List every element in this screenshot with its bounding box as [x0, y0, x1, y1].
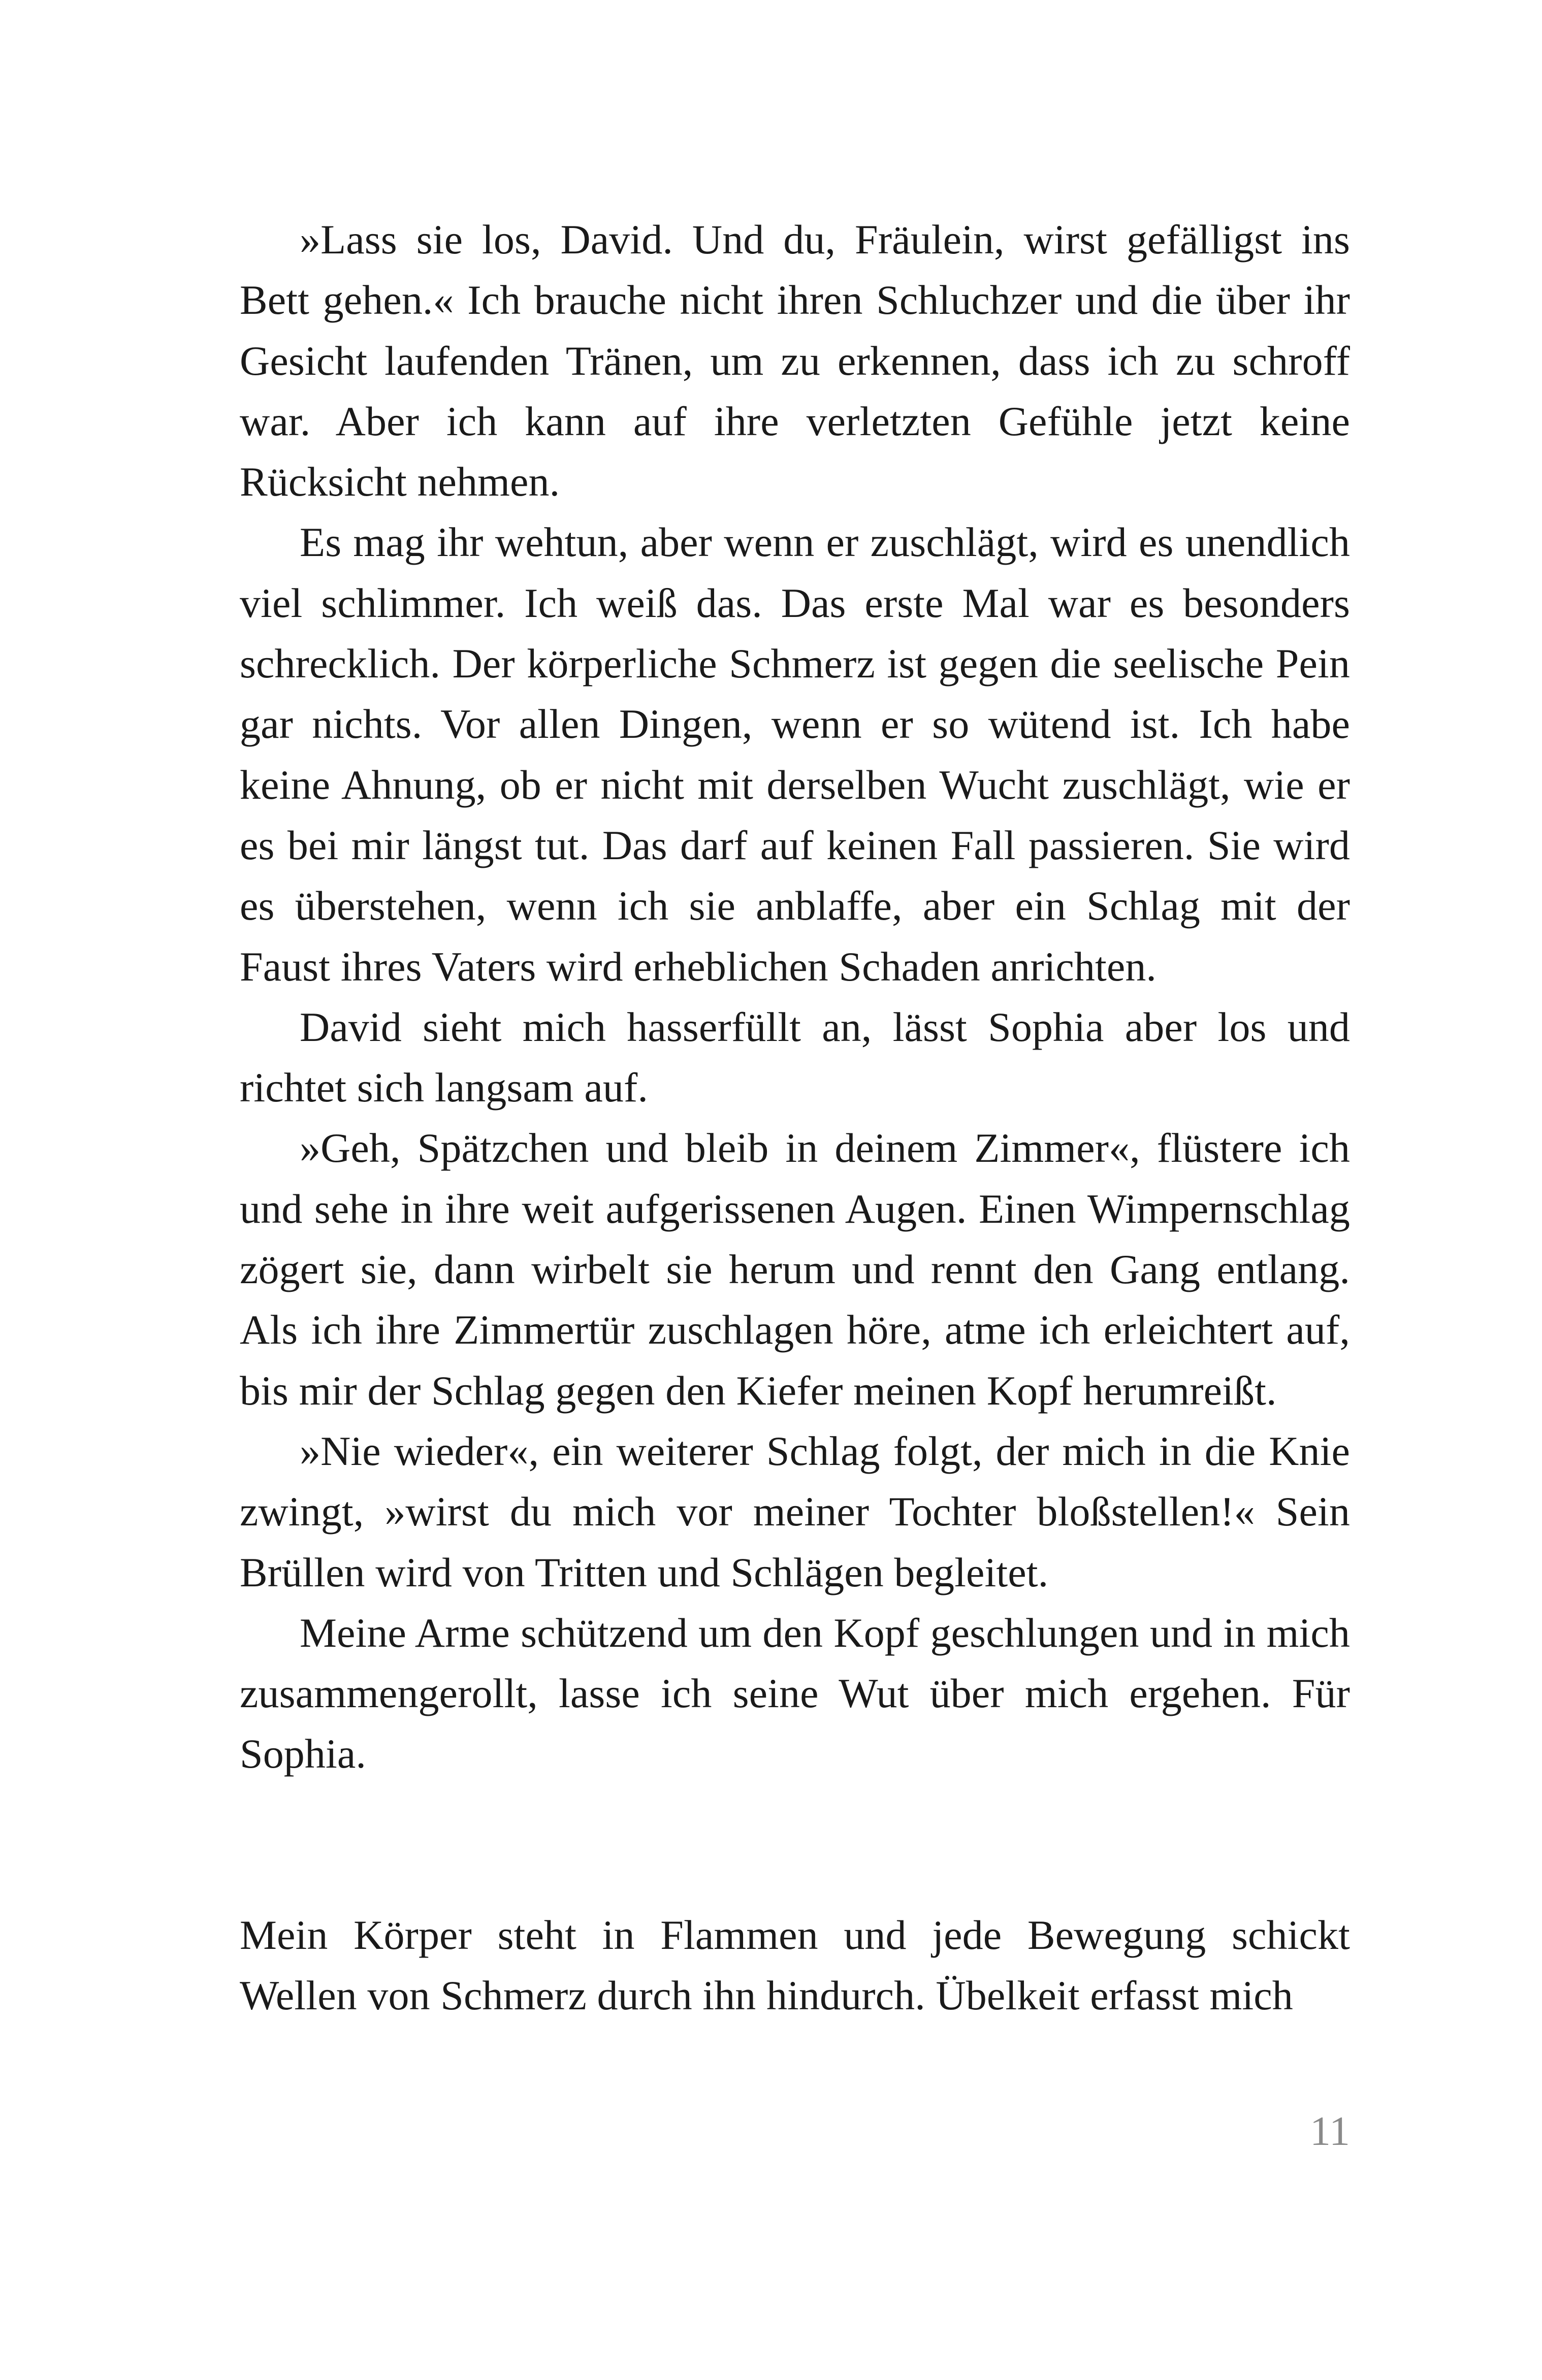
paragraph-7: Mein Körper steht in Flammen und jede Bewegung schickt Wellen von Schmerz durch ihn hindurch. Übelkeit erfasst mich — [240, 1911, 1350, 2019]
paragraph-1: »Lass sie los, David. Und du, Fräulein, wirst gefälligst ins Bett gehen.« Ich brauche nicht ihren Schluchzer und die über ihr Gesicht laufenden Tränen, um zu erkennen, dass ich zu schroff war. Aber ich kann auf ihre verletzten Gefühle jetzt keine Rücksicht nehmen. — [240, 216, 1350, 505]
paragraph-5: »Nie wieder«, ein weiterer Schlag folgt, der mich in die Knie zwingt, »wirst du mich vor meiner Tochter bloßstellen!« Sein Brüllen wird von Tritten und Schlägen begleitet. — [240, 1427, 1350, 1595]
paragraph-6: Meine Arme schützend um den Kopf geschlungen und in mich zusammengerollt, lasse ich seine Wut über mich ergehen. Für Sophia. — [240, 1609, 1350, 1777]
paragraph-3: David sieht mich hasserfüllt an, lässt Sophia aber los und richtet sich langsam auf. — [240, 1003, 1350, 1111]
paragraph-4: »Geh, Spätzchen und bleib in deinem Zimmer«, flüstere ich und sehe in ihre weit aufgerissenen Augen. Einen Wimpernschlag zögert sie, dann wirbelt sie herum und rennt den Gang entlang. Als ich ihre Zimmertür zuschlagen höre, atme ich erleichtert auf, bis mir der Schlag gegen den Kiefer meinen Kopf herumreißt. — [240, 1125, 1350, 1414]
page-number: 11 — [1310, 2108, 1350, 2154]
paragraph-2: Es mag ihr wehtun, aber wenn er zuschlägt, wird es unendlich viel schlimmer. Ich weiß das. Das erste Mal war es besonders schrecklich. Der körperliche Schmerz ist gegen die seelische Pein gar nichts. Vor allen Dingen, wenn er so wütend ist. Ich habe keine Ahnung, ob er nicht mit derselben Wucht zuschlägt, wie er es bei mir längst tut. Das darf auf keinen Fall passieren. Sie wird es überstehen, wenn ich sie anblaffe, aber ein Schlag mit der Faust ihres Vaters wird erheblichen Schaden anrichten. — [240, 519, 1350, 990]
body-text — [240, 209, 1350, 2026]
